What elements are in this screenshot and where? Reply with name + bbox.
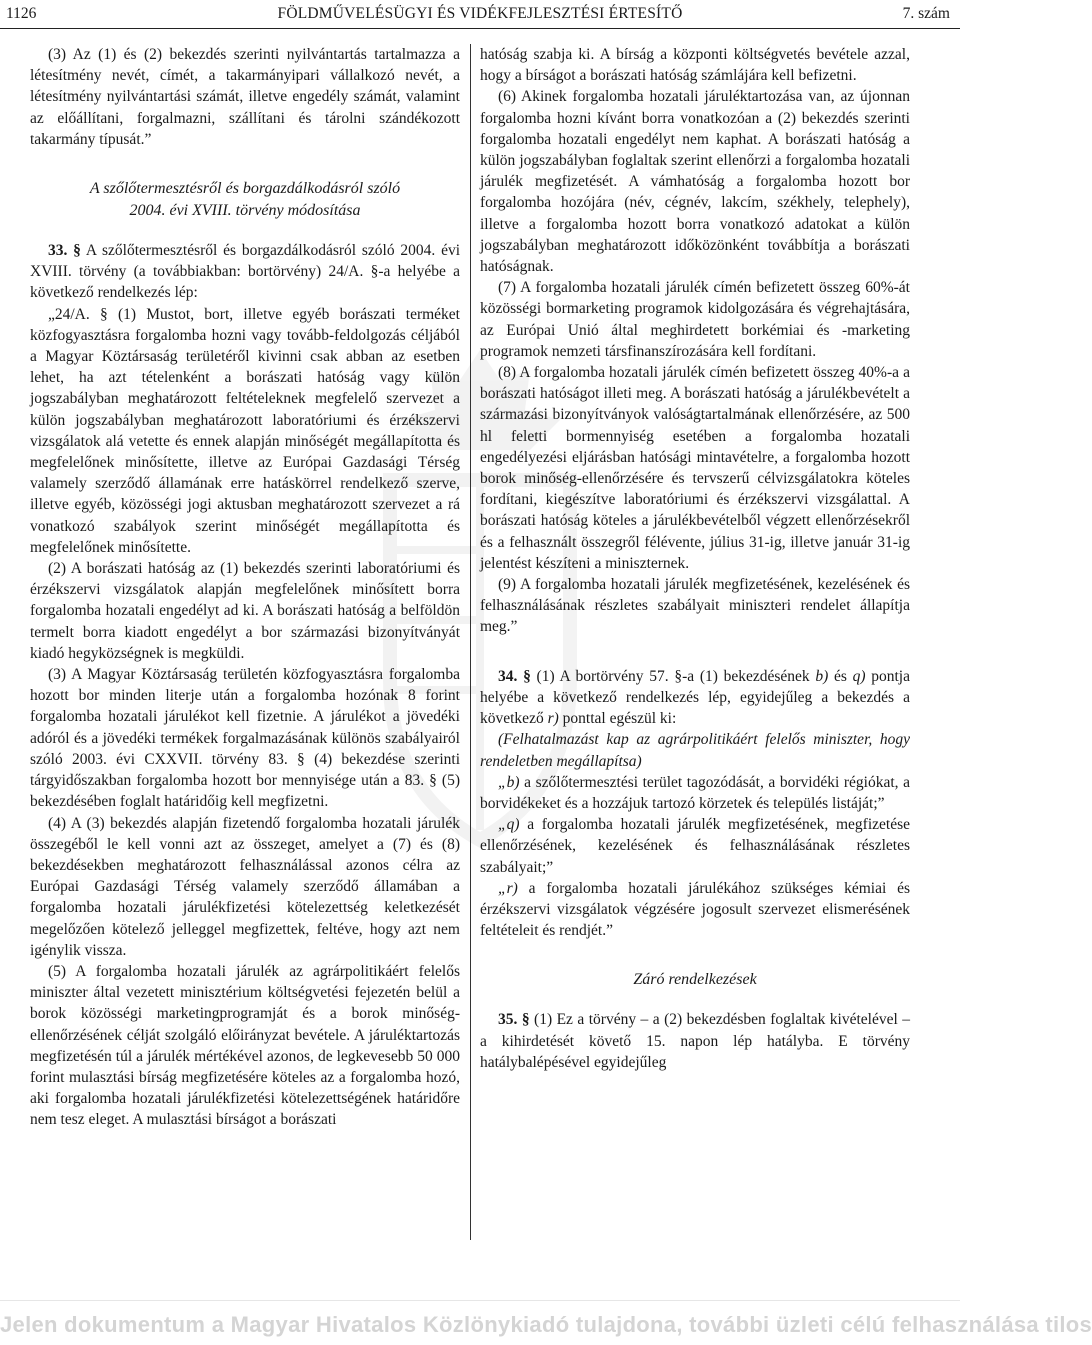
- closing-heading: Záró rendelkezések: [633, 971, 757, 989]
- italic-intro: (Felhatalmazást kap az agrárpolitikáért felelős miniszter, hogy rendeletben megállapítsa): [480, 731, 910, 770]
- point-text: a forgalomba hozatali járulékához szükséges kémiai és érzékszervi vizsgálatok végzésére jogosult szervezet elismerésének feltételeit és rendjét.”: [480, 879, 910, 940]
- paragraph: (6) Akinek forgalomba hozatali járuléktartozása van, az újonnan forgalomba hozni kívánt borra vonatkozóan a (2) bekezdés szerinti forgalomba hozatali engedélyt nem kaphat. A borászati hatóság a külön jogszabályban foglaltak szerint ellenőrzi a forgalomba hozatali járulék megfizetését. A vámhatóság a forgalomba hozott bor forgalomba hozójára (név, cégnév, lakcím, székhely, telephely), illetve a forgalomba hozott borra vonatkozó adatokat a külön jogszabályban meghatározott időközönként továbbítja a borászati hatóságnak.: [480, 88, 910, 276]
- issue-number: 7. szám: [902, 5, 950, 22]
- section-text: (1) A bortörvény 57. §-a (1) bekezdésének: [530, 667, 816, 685]
- section-text: A szőlőtermesztésről és borgazdálkodásról szóló 2004. évi XVIII. törvény (a továbbiakban: bortörvény) 24/A. §-a helyébe a következő rendelkezés lép:: [30, 242, 461, 302]
- section-heading-line: A szőlőtermesztésről és borgazdálkodásról szóló: [89, 180, 401, 198]
- section-text: (1) Ez a törvény – a (2) bekezdésben foglaltak kivételével – a kihirdetését követő 15. napon lép hatályba. E törvény hatálybalépésével egyidejűleg: [480, 1011, 911, 1071]
- section-heading-line: 2004. évi XVIII. törvény módosítása: [129, 202, 361, 220]
- right-column: [480, 44, 910, 1073]
- section-number: 33. §: [48, 242, 81, 260]
- point-ref: b): [815, 667, 829, 685]
- paragraph: (2) A borászati hatóság az (1) bekezdés szerinti laboratóriumi és érzékszervi vizsgálatok alapján megfelelőnek minősített borra forgalomba hozatali engedélyt ad ki. A borászati hatóság a belföldön termelt borra kiadott engedélyt a bor származási bizonyítványát kiadó hegyközségnek is megküldi.: [30, 560, 460, 662]
- point-r: [480, 878, 910, 942]
- point-label: „r): [498, 879, 518, 897]
- footer-rule: [0, 1300, 960, 1301]
- column-divider: [470, 44, 471, 1240]
- section-33: [30, 240, 460, 304]
- section-number: 34. §: [498, 667, 531, 685]
- paragraph: (9) A forgalomba hozatali járulék megfizetésének, kezelésének és felhasználásának részletes szabályait miniszteri rendelet állapítja meg.”: [480, 576, 910, 636]
- section-heading: [30, 178, 460, 222]
- section-34: [480, 666, 910, 730]
- section-35: [480, 1009, 910, 1073]
- left-column: [30, 44, 460, 1131]
- paragraph: hatóság szabja ki. A bírság a központi költségvetés bevétele azzal, hogy a bírságot a borászati hatóság számlájára kell befizetni.: [480, 46, 910, 85]
- point-label: „q): [498, 816, 520, 834]
- point-label: „b): [498, 773, 520, 791]
- publication-title: FÖLDMŰVELÉSÜGYI ÉS VIDÉKFEJLESZTÉSI ÉRTESÍTŐ: [277, 5, 683, 22]
- section-text: ponttal egészül ki:: [558, 710, 677, 728]
- paragraph: (3) Az (1) és (2) bekezdés szerinti nyilvántartás tartalmazza a létesítmény nevét, címét, a takarmányipari vállalkozó nevét, a létesítmény nyilvántartási számát, illetve engedély számát, valamint az előállítani, forgalmazni, szállítani és tárolni szándékozott takarmány típusát.”: [30, 46, 460, 148]
- page-header: [0, 0, 960, 30]
- point-text: a szőlőtermesztési terület tagozódását, a borvidéki régiókat, a borvidékeket és a hozzájuk tartozó körzetek és település listáját;”: [480, 773, 910, 812]
- paragraph: (4) A (3) bekezdés alapján fizetendő forgalomba hozatali járulék összegéből le kell vonni azt az összeget, amelyet a (7) és (8) bekezdésekben meghatározott felhasználással azonos célra az Európai Gazdasági Térség valamely szerződő államában a forgalomba hozatali járulékfizetési kötelezettség keletkezését megelőzően kötelező jelleggel megfizettek, feltéve, hogy azt nem igénylik vissza.: [30, 814, 460, 959]
- copyright-notice: Jelen dokumentum a Magyar Hivatalos Közlönykiadó tulajdona, további üzleti célú felhasználása tilos: [0, 1312, 1092, 1337]
- paragraph: „24/A. § (1) Mustot, bort, illetve egyéb borászati terméket közfogyasztásra forgalomba hozni vagy tovább-feldolgozás céljából a Magyar Köztársaság területéről kivinni csak abban az esetben lehet, ha azt tételenként a borászati hatóság vagy külön jogszabályban meghatározott feltételeknek megfelelő szervezet a külön jogszabályban meghatározott laboratóriumi és érzékszervi vizsgálatok alá vetette és ennek alapján minőségét megállapította és megfelelőnek minősítette, illetve az Európai Gazdasági Térség valamely szerződő államának erre hatáskörrel rendelkező szerve, illetve egyéb, közösségi jogi aktusban meghatározott szervezet a rá vonatkozó szabályok szerint minőségét megállapította és megfelelőnek minősítette.: [30, 305, 460, 556]
- point-ref: r): [547, 710, 559, 728]
- header-rule: [0, 28, 960, 29]
- section-text: pontja helyébe a következő rendelkezés lép, egyidejűleg a bekezdés a következő: [480, 667, 910, 728]
- section-text: és: [828, 667, 853, 685]
- paragraph: (7) A forgalomba hozatali járulék címén befizetett összeg 60%-át közösségi bormarketing programok kidolgozására és végrehajtására, az Európai Unió által meghirdetett borkémiai és -marketing programok nemzeti társfinanszírozására kell fordítani.: [480, 279, 910, 360]
- paragraph: (3) A Magyar Köztársaság területén közfogyasztásra forgalomba hozott bor minden literje után a forgalomba hozónak 8 forint forgalomba hozatali járulékot kell fizetnie. A járulékot a jövedéki adóról és a jövedéki termékek forgalmazásának különös szabályairól szóló 2003. évi CXXVII. törvény 83. § (4) bekezdése szerinti tárgyidőszakban forgalomba hozott bor mennyisége után a 83. § (5) bekezdésében foglalt határidőig kell megfizetni.: [30, 666, 460, 811]
- paragraph: (5) A forgalomba hozatali járulék az agrárpolitikáért felelős miniszter által vezetett minisztérium költségvetési fejezetén belül a borok közösségi marketingprogramját és a borok minőség-ellenőrzésének célját szolgáló előirányzat bevétele. A járuléktartozás megfizetésén túl a járulék mértékével azonos, de legkevesebb 50 000 forint mulasztási bírság megfizetésére köteles az a forgalomba hozó, aki forgalomba hozatali járulékfizetési kötelezettségének határidőre nem tesz eleget. A mulasztási bírságot a borászati: [30, 962, 460, 1129]
- section-number: 35. §: [498, 1011, 530, 1029]
- page-number: 1126: [6, 5, 37, 22]
- point-ref: q): [852, 667, 866, 685]
- paragraph: (8) A forgalomba hozatali járulék címén befizetett összeg 40%-a a borászati hatóságot illeti meg. A borászati hatóság a járulékbevételt a származási bizonyítványok valóságtartalmának ellenőrzésére, az 500 hl feletti bormennyiség esetében a forgalomba hozatali engedélyezési eljárásban hatósági mintavételre, a forgalomba hozott borok minőség-ellenőrzésére és tervszerű célvizsgálatokra köteles fordítani, kiegészítve laboratóriumi és érzékszervi vizsgálattal. A borászati hatóság köteles a járulékbevételből végzett ellenőrzésekről és a felhasznált összegről félévente, július 31-ig, illetve január 31-ig jelentést készíteni a miniszternek.: [480, 364, 910, 572]
- point-b: [480, 772, 910, 814]
- point-q: [480, 814, 910, 878]
- point-text: a forgalomba hozatali járulék megfizetésének, megfizetése ellenőrzésének, kezelésének és felhasználásának részletes szabályait;”: [480, 816, 910, 876]
